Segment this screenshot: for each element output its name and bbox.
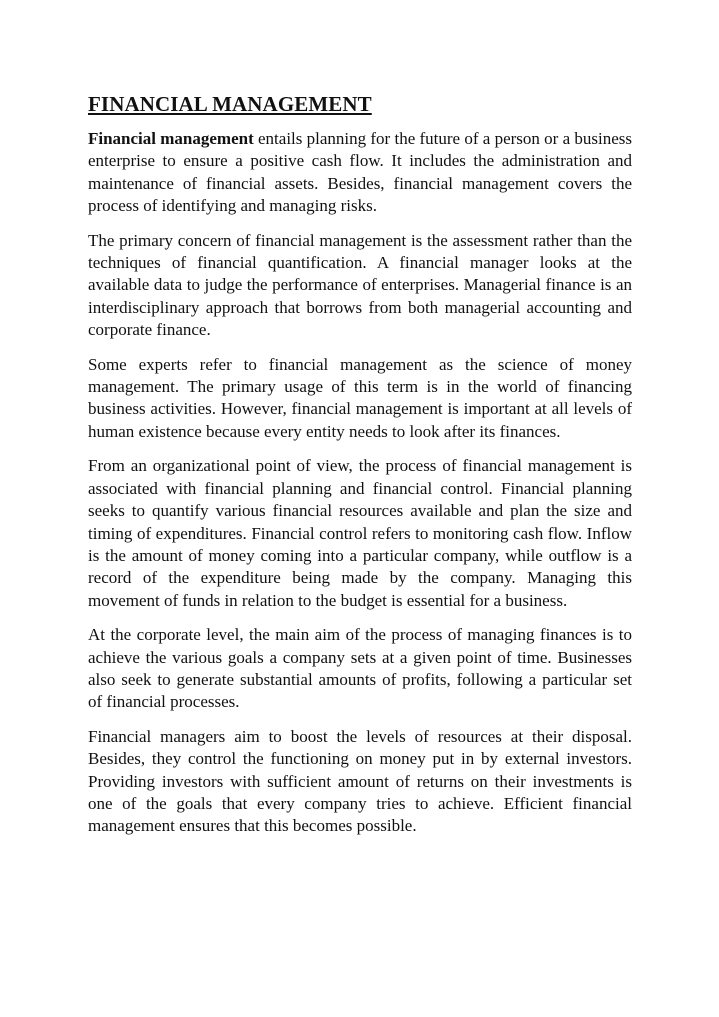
paragraph-4: From an organizational point of view, the process of financial management is associated with financial planning and financial control. Financial planning seeks to quantify various financial resources available and plan the size and timing of expenditures. Financial control refers to monitoring cash flow. Inflow is the amount of money coming into a particular company, while outflow is a record of the expenditure being made by the company. Managing this movement of funds in relation to the budget is essential for a business. <box>88 456 632 610</box>
paragraph-1-text: entails planning for the future of a person or a business enterprise to ensure a positive cash flow. It includes the administration and maintenance of financial assets. Besides, financial management covers the process of identifying and managing risks. <box>88 129 632 216</box>
paragraph-1 <box>88 128 632 218</box>
paragraph-6: Financial managers aim to boost the levels of resources at their disposal. Besides, they control the functioning on money put in by external investors. Providing investors with sufficient amount of returns on their investments is one of the goals that every company tries to achieve. Efficient financial management ensures that this becomes possible. <box>88 726 632 836</box>
document-title: FINANCIAL MANAGEMENT <box>88 92 372 116</box>
paragraph-2: The primary concern of financial management is the assessment rather than the techniques of financial quantification. A financial manager looks at the available data to judge the performance of enterprises. Managerial finance is an interdisciplinary approach that borrows from both managerial accounting and corporate finance. <box>88 230 632 340</box>
paragraph-1-lead-term: Financial management <box>88 129 254 148</box>
paragraph-5: At the corporate level, the main aim of the process of managing finances is to achieve the various goals a company sets at a given point of time. Businesses also seek to generate substantial amounts of profits, following a particular set of financial processes. <box>88 625 632 712</box>
paragraph-3: Some experts refer to financial management as the science of money management. The primary usage of this term is in the world of financing business activities. However, financial management is important at all levels of human existence because every entity needs to look after its finances. <box>88 354 632 441</box>
document-page <box>88 90 632 850</box>
